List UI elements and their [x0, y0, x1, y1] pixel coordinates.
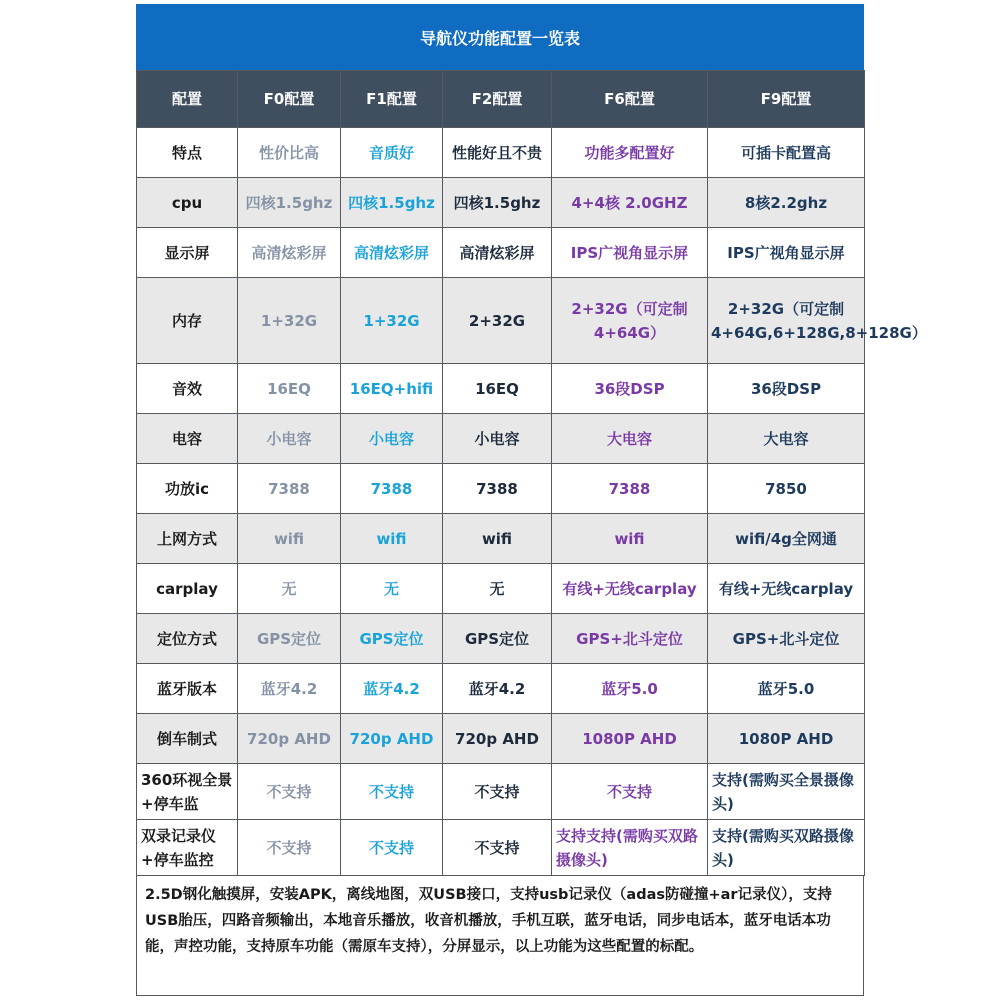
- table-title: 导航仪功能配置一览表: [136, 4, 864, 70]
- table-cell: GPS+北斗定位: [708, 614, 865, 664]
- table-cell: 蓝牙5.0: [552, 664, 708, 714]
- table-cell: 4+4核 2.0GHZ: [552, 178, 708, 228]
- table-cell: 7388: [443, 464, 552, 514]
- table-cell: 7388: [552, 464, 708, 514]
- table-cell: 1080P AHD: [552, 714, 708, 764]
- table-cell: 8核2.2ghz: [708, 178, 865, 228]
- table-cell: 性价比高: [238, 128, 341, 178]
- table-cell: GPS定位: [238, 614, 341, 664]
- row-label: 特点: [137, 128, 238, 178]
- table-cell: 蓝牙4.2: [443, 664, 552, 714]
- table-row: [137, 414, 865, 464]
- table-cell: wifi: [238, 514, 341, 564]
- table-cell: 不支持: [341, 820, 443, 876]
- table-cell: 不支持: [341, 764, 443, 820]
- table-cell: 2+32G（可定制4+64G,6+128G,8+128G）: [708, 278, 865, 364]
- table-row: [137, 564, 865, 614]
- table-cell: 36段DSP: [552, 364, 708, 414]
- table-cell: wifi: [552, 514, 708, 564]
- table-cell: 不支持: [443, 820, 552, 876]
- table-row: [137, 228, 865, 278]
- table-cell: 2+32G: [443, 278, 552, 364]
- footer-note: 2.5D钢化触摸屏，安装APK，离线地图，双USB接口，支持usb记录仪（adas防碰撞+ar记录仪），支持USB胎压，四路音频输出，本地音乐播放，收音机播放，手机互联，蓝牙电话，同步电话本，蓝牙电话本功能，声控功能，支持原车功能（需原车支持），分屏显示，以上功能为这些配置的标配。: [136, 876, 864, 996]
- table-cell: 不支持: [238, 820, 341, 876]
- table-cell: 蓝牙4.2: [341, 664, 443, 714]
- table-cell: 大电容: [708, 414, 865, 464]
- table-cell: wifi: [443, 514, 552, 564]
- table-cell: 1+32G: [238, 278, 341, 364]
- table-cell: 720p AHD: [443, 714, 552, 764]
- table-cell: 小电容: [238, 414, 341, 464]
- row-label: 360环视全景+停车监: [137, 764, 238, 820]
- table-cell: 无: [238, 564, 341, 614]
- table-cell: GPS+北斗定位: [552, 614, 708, 664]
- table-row: [137, 278, 865, 364]
- table-cell: wifi/4g全网通: [708, 514, 865, 564]
- table-cell: 高清炫彩屏: [238, 228, 341, 278]
- header-cell: F9配置: [708, 71, 865, 128]
- table-cell: 四核1.5ghz: [443, 178, 552, 228]
- table-cell: 有线+无线carplay: [552, 564, 708, 614]
- table-cell: GPS定位: [341, 614, 443, 664]
- table-row: [137, 514, 865, 564]
- table-cell: 支持(需购买双路摄像头): [708, 820, 865, 876]
- table-row: [137, 714, 865, 764]
- table-cell: 720p AHD: [341, 714, 443, 764]
- config-table: [136, 70, 927, 876]
- row-label: 倒车制式: [137, 714, 238, 764]
- table-cell: 有线+无线carplay: [708, 564, 865, 614]
- table-row: [137, 364, 865, 414]
- row-label: 电容: [137, 414, 238, 464]
- row-label: 双录记录仪+停车监控: [137, 820, 238, 876]
- row-label: 定位方式: [137, 614, 238, 664]
- table-cell: 高清炫彩屏: [443, 228, 552, 278]
- table-cell: 16EQ: [238, 364, 341, 414]
- table-cell: 16EQ+hifi: [341, 364, 443, 414]
- table-cell: 小电容: [443, 414, 552, 464]
- table-cell: 2+32G（可定制4+64G）: [552, 278, 708, 364]
- table-cell: 蓝牙4.2: [238, 664, 341, 714]
- row-label: cpu: [137, 178, 238, 228]
- table-cell: 功能多配置好: [552, 128, 708, 178]
- row-label: 显示屏: [137, 228, 238, 278]
- row-label: 上网方式: [137, 514, 238, 564]
- table-cell: 音质好: [341, 128, 443, 178]
- table-cell: 720p AHD: [238, 714, 341, 764]
- table-cell: 性能好且不贵: [443, 128, 552, 178]
- table-cell: 高清炫彩屏: [341, 228, 443, 278]
- table-cell: wifi: [341, 514, 443, 564]
- table-row: [137, 664, 865, 714]
- table-cell: 36段DSP: [708, 364, 865, 414]
- header-cell: F2配置: [443, 71, 552, 128]
- table-cell: 大电容: [552, 414, 708, 464]
- row-label: 音效: [137, 364, 238, 414]
- table-cell: 支持支持(需购买双路摄像头): [552, 820, 708, 876]
- table-cell: 1080P AHD: [708, 714, 865, 764]
- header-cell: 配置: [137, 71, 238, 128]
- table-cell: 7388: [238, 464, 341, 514]
- table-row: [137, 614, 865, 664]
- header-cell: F0配置: [238, 71, 341, 128]
- table-cell: 7850: [708, 464, 865, 514]
- table-cell: 可插卡配置高: [708, 128, 865, 178]
- table-cell: IPS广视角显示屏: [708, 228, 865, 278]
- table-cell: 支持(需购买全景摄像头): [708, 764, 865, 820]
- table-cell: 7388: [341, 464, 443, 514]
- row-label: 内存: [137, 278, 238, 364]
- table-cell: 1+32G: [341, 278, 443, 364]
- table-cell: IPS广视角显示屏: [552, 228, 708, 278]
- table-row: [137, 128, 865, 178]
- table-cell: 不支持: [552, 764, 708, 820]
- table-cell: 四核1.5ghz: [341, 178, 443, 228]
- table-cell: 无: [341, 564, 443, 614]
- row-label: 蓝牙版本: [137, 664, 238, 714]
- table-cell: 16EQ: [443, 364, 552, 414]
- header-cell: F1配置: [341, 71, 443, 128]
- table-row: [137, 820, 865, 876]
- row-label: carplay: [137, 564, 238, 614]
- header-cell: F6配置: [552, 71, 708, 128]
- header-row: [137, 71, 865, 128]
- table-cell: 四核1.5ghz: [238, 178, 341, 228]
- config-sheet: [136, 4, 927, 996]
- table-cell: 不支持: [238, 764, 341, 820]
- table-cell: 小电容: [341, 414, 443, 464]
- table-cell: 无: [443, 564, 552, 614]
- table-cell: 蓝牙5.0: [708, 664, 865, 714]
- row-label: 功放ic: [137, 464, 238, 514]
- table-row: [137, 764, 865, 820]
- table-cell: 不支持: [443, 764, 552, 820]
- table-row: [137, 464, 865, 514]
- table-row: [137, 178, 865, 228]
- table-cell: GPS定位: [443, 614, 552, 664]
